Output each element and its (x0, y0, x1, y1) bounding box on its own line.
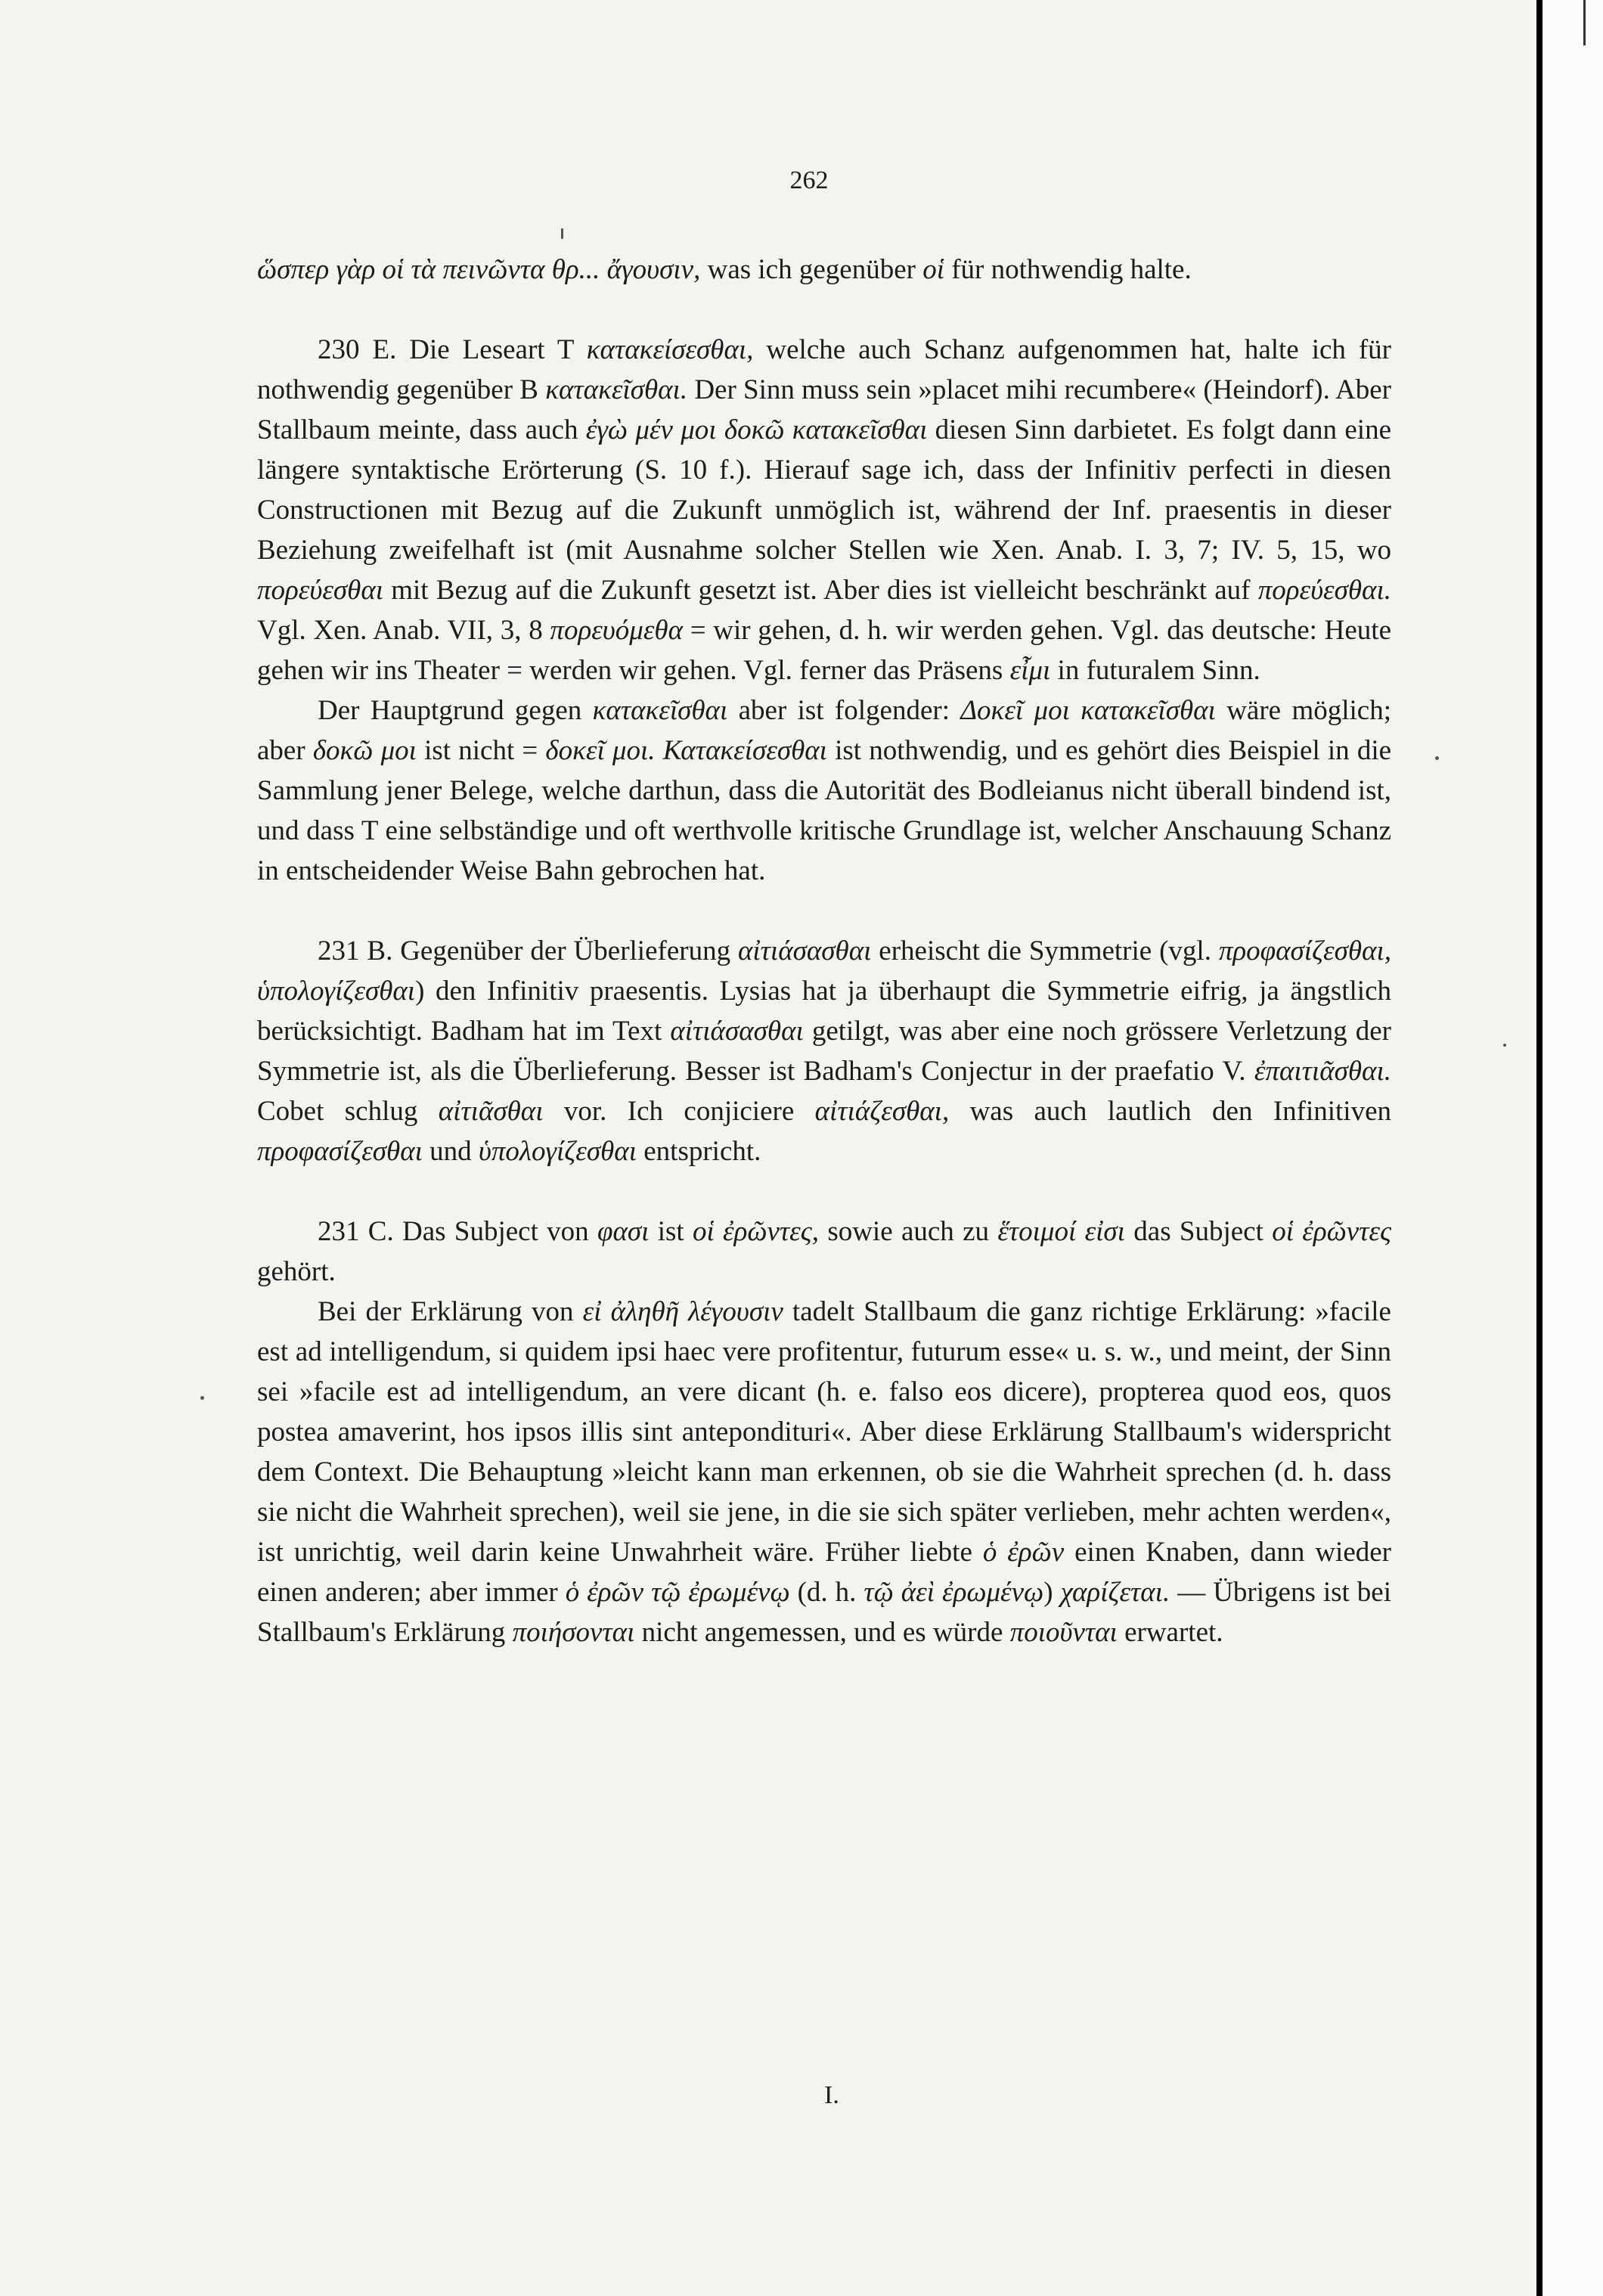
text-run: nicht angemessen, und es würde (634, 1617, 1010, 1648)
text-run: getilgt, was aber eine noch grössere Verletzung der Symmetrie ist, als die Überlieferung. Besser ist Badham's Conjectur in der praefatio V. (257, 1016, 1391, 1087)
greek-phrase: ἐγὼ μέν μοι δοκῶ κατακεῖσθαι (585, 414, 928, 445)
text-run: einen Knaben, dann wieder einen anderen; aber immer (257, 1537, 1391, 1608)
text-run: entspricht. (637, 1136, 761, 1167)
scan-speck (561, 228, 563, 239)
text-run: Bei der Erklärung von (318, 1296, 583, 1327)
greek-phrase: κατακείσεσθαι, (586, 334, 754, 365)
text-run: das Subject (1124, 1216, 1273, 1247)
greek-phrase: δοκεῖ μοι. (545, 735, 656, 766)
text-run: wäre möglich; aber (257, 695, 1391, 766)
scan-speck (1503, 1044, 1506, 1047)
greek-phrase: προφασίζεσθαι (257, 1136, 423, 1167)
greek-phrase: ποιήσονται (512, 1617, 635, 1648)
text-run: was ich gegenüber (700, 254, 923, 285)
greek-phrase: ἕτοιμοί εἰσι (997, 1216, 1125, 1247)
text-run: = wir gehen, d. h. wir werden gehen. Vgl. das deutsche: Heute gehen wir ins Theater = werden wir gehen. Vgl. ferner das Präsens (257, 615, 1391, 686)
page-edge-mark (1583, 0, 1586, 45)
greek-phrase: Δοκεῖ μοι κατακεῖσθαι (960, 695, 1216, 726)
text-run: ist (649, 1216, 693, 1247)
greek-phrase: αἰτιάσασθαι (670, 1016, 804, 1047)
page-number: 262 (789, 166, 829, 194)
paragraph (257, 250, 1391, 290)
greek-phrase: δοκῶ μοι (312, 735, 417, 766)
text-run: mit Bezug auf die Zukunft gesetzt ist. Aber dies ist vielleicht beschränkt auf (383, 575, 1258, 606)
text-run: Cobet schlug (257, 1096, 439, 1127)
text-run: Vgl. Xen. Anab. VII, 3, 8 (257, 615, 550, 646)
greek-phrase: τῷ ἀεὶ ἐρωμένῳ (864, 1577, 1044, 1608)
greek-phrase: ὁ ἐρῶν τῷ ἐρωμένῳ (565, 1577, 790, 1608)
text-run: diesen Sinn darbietet. Es folgt dann eine längere syntaktische Erörterung (S. 10 f.). Hierauf sage ich, dass der Infinitiv perfecti in diesen Constructionen mit Bezug auf die Zukunft unmöglich ist, während der Inf. praesentis in dieser Beziehung zweifelhaft ist (mit Ausnahme solcher Stellen wie Xen. Anab. I. 3, 7; IV. 5, 15, wo (257, 414, 1391, 566)
paragraph (257, 330, 1391, 690)
greek-phrase: ποιοῦνται (1009, 1617, 1118, 1648)
text-run: für nothwendig halte. (944, 254, 1192, 285)
text-run: ist nothwendig, und es gehört dies Beispiel in die Sammlung jener Belege, welche darthun, dass die Autorität des Bodleianus nicht überall bindend ist, und dass T eine selbständige und oft werthvolle kritische Grundlage ist, welcher Anschauung Schanz in entscheidender Weise Bahn gebrochen hat. (257, 735, 1392, 886)
text-run: ist nicht = (416, 735, 546, 766)
text-run: vor. Ich conjiciere (543, 1096, 815, 1127)
greek-phrase: ὑπολογίζεσθαι (478, 1136, 637, 1167)
text-run: was auch lautlich den Infinitiven (949, 1096, 1392, 1127)
paragraph (257, 1212, 1391, 1292)
text-run: Der Hauptgrund gegen (318, 695, 593, 726)
text-run: erwartet. (1117, 1617, 1223, 1648)
greek-phrase: αἰτιάζεσθαι, (814, 1096, 950, 1127)
text-run: (d. h. (789, 1577, 864, 1608)
greek-phrase: αἰτιάσασθαι (737, 935, 872, 966)
paragraph (257, 931, 1391, 1171)
text-run (656, 735, 663, 766)
greek-phrase: οἱ ἐρῶντες (1272, 1216, 1391, 1247)
body-text (257, 250, 1391, 1652)
paragraph (257, 690, 1391, 891)
text-run: welche auch Schanz aufgenommen hat, halte ich für nothwendig gegenüber B (257, 334, 1392, 405)
text-run: gehört. (257, 1256, 336, 1287)
text-run: 231 B. Gegenüber der Überlieferung (318, 935, 738, 966)
greek-phrase: κατακεῖσθαι (592, 695, 728, 726)
greek-phrase: αἰτιᾶσθαι (438, 1096, 544, 1127)
greek-phrase: ὁ ἐρῶν (982, 1537, 1065, 1568)
text-run: und (422, 1136, 479, 1167)
greek-phrase: ἐπαιτιᾶσθαι. (1254, 1056, 1391, 1087)
signature-mark: I. (824, 2081, 839, 2109)
adjacent-page-edge (1543, 0, 1603, 2296)
greek-phrase: οἱ (922, 254, 944, 285)
text-run: erheischt die Symmetrie (vgl. (871, 935, 1219, 966)
greek-phrase: κατακεῖσθαι. (545, 374, 688, 405)
greek-phrase: Κατακείσεσθαι (662, 735, 827, 766)
text-run: 231 C. Das Subject von (318, 1216, 597, 1247)
greek-phrase: οἱ ἐρῶντες, (692, 1216, 820, 1247)
text-run: — Übrigens ist bei Stallbaum's Erklärung (257, 1577, 1391, 1648)
text-run: ) den Infinitiv praesentis. Lysias hat ja überhaupt die Symmetrie eifrig, ja ängstlich berücksichtigt. Badham hat im Text (257, 976, 1391, 1047)
text-run: in futuralem Sinn. (1050, 655, 1260, 686)
text-run: 230 E. Die Leseart T (318, 334, 587, 365)
paragraph (257, 1292, 1391, 1652)
text-run: aber ist folgender: (727, 695, 961, 726)
text-run: sowie auch zu (819, 1216, 998, 1247)
scan-speck (1435, 756, 1439, 760)
scan-speck (200, 1396, 204, 1400)
greek-phrase: εἰ ἀληθῆ λέγουσιν (582, 1296, 783, 1327)
text-run: Der Sinn muss sein »placet mihi recumbere« (Heindorf). Aber Stallbaum meinte, dass auch (257, 374, 1391, 445)
greek-phrase: πορεύεσθαι. (1257, 575, 1391, 606)
greek-phrase: χαρίζεται. (1060, 1577, 1170, 1608)
greek-phrase: πορεύεσθαι (257, 575, 384, 606)
text-run: tadelt Stallbaum die ganz richtige Erklärung: »facile est ad intelligendum, si quidem ipsi haec vere profitentur, futurum esse« u. s. w., und meint, der Sinn sei »facile est ad intelligendum, an vere dicant (h. e. falso eos dicere), propterea quod eos, quos postea amaverint, hos ipsos illis sint antepondituri«. Aber diese Erklärung Stallbaum's widerspricht dem Context. Die Behauptung »leicht kann man erkennen, ob sie die Wahrheit sprechen (d. h. dass sie nicht die Wahrheit sprechen), weil sie jene, in die sie sich später verlieben, mehr achten werden«, ist unrichtig, weil darin keine Unwahrheit wäre. Früher liebte (257, 1296, 1391, 1568)
greek-phrase: προφασίζεσθαι, ὑπολογίζεσθαι (257, 935, 1391, 1007)
greek-phrase: πορευόμεθα (550, 615, 684, 646)
greek-phrase: φασι (597, 1216, 650, 1247)
text-run: ) (1043, 1577, 1061, 1608)
greek-phrase: ὥσπερ γὰρ οἱ τὰ πεινῶντα θρ... ἄγουσιν, (257, 254, 701, 285)
greek-phrase: εἶμι (1009, 655, 1051, 686)
